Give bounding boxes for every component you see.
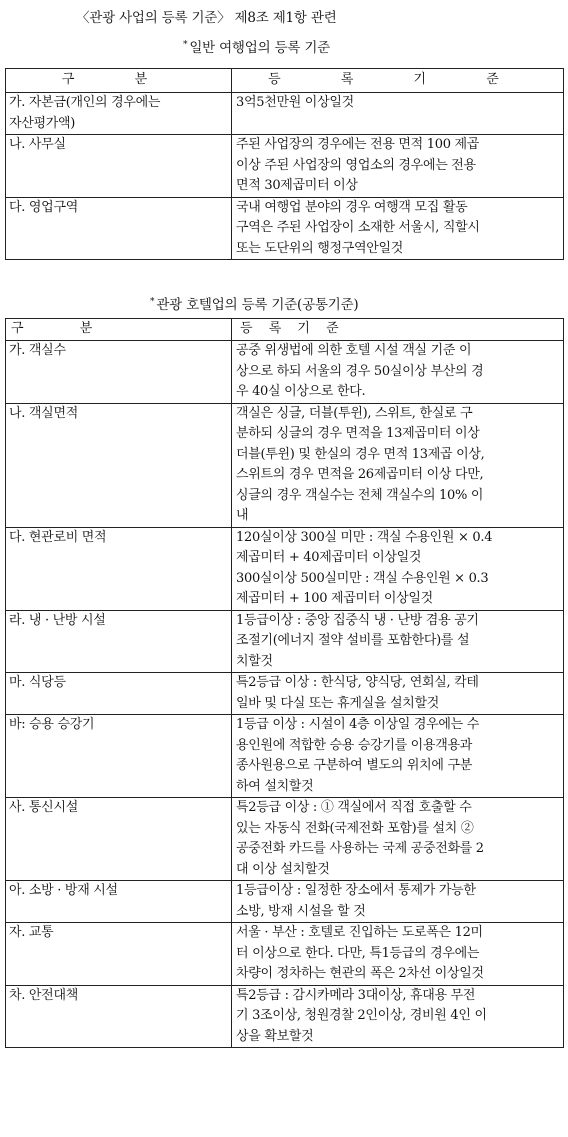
- table-row: [6, 341, 564, 404]
- row-criteria: 특2등급 이상 : ① 객실에서 직접 호출할 수 있는 자동식 전화(국제전화 포함)를 설치 ② 공중전화 카드를 사용하는 국제 공중전화를 2 대 이상 설치할것: [232, 798, 564, 881]
- row-criteria: 특2등급 이상 : 한식당, 양식당, 연회실, 칵테 일바 및 다실 또는 휴게실을 설치할것: [232, 673, 564, 715]
- row-category: 사. 통신시설: [6, 798, 232, 881]
- row-criteria: 주된 사업장의 경우에는 전용 면적 100 제곱 이상 주된 사업장의 영업소의 경우에는 전용 면적 30제곱미터 이상: [232, 135, 564, 198]
- header-category: 구 분: [6, 69, 232, 93]
- travel-agency-registration-table: [5, 68, 564, 260]
- header-criteria: 등 록 기 준: [232, 69, 564, 93]
- row-category: 아. 소방 · 방재 시설: [6, 881, 232, 923]
- table-header-row: [6, 69, 564, 93]
- table-body: [6, 93, 564, 260]
- row-criteria: 공중 위생법에 의한 호텔 시설 객실 기준 이 상으로 하되 서울의 경우 50실이상 부산의 경 우 40실 이상으로 한다.: [232, 341, 564, 404]
- header-criteria: 등 록 기 준: [232, 319, 564, 341]
- row-criteria: 120실이상 300실 미만 : 객실 수용인원 × 0.4 제곱미터 + 40제곱미터 이상일것 300실이상 500실미만 : 객실 수용인원 × 0.3 제곱미터 + 100 제곱미터 이상일것: [232, 527, 564, 610]
- row-category: 차. 안전대책: [6, 985, 232, 1048]
- row-criteria: 특2등급 : 감시카메라 3대이상, 휴대용 무전 기 3조이상, 청원경찰 2인이상, 경비원 4인 이 상을 확보할것: [232, 985, 564, 1048]
- row-criteria: 1등급이상 : 일정한 장소에서 통제가 가능한 소방, 방재 시설을 할 것: [232, 881, 564, 923]
- row-criteria: 1등급이상 : 중앙 집중식 냉 · 난방 겸용 공기 조절기(에너지 절약 설비를 포함한다)를 설 치할것: [232, 610, 564, 673]
- row-criteria: 1등급 이상 : 시설이 4층 이상일 경우에는 수 용인원에 적합한 승용 승강기를 이용객용과 종사원용으로 구분하여 별도의 위치에 구분 하여 설치할것: [232, 715, 564, 798]
- section1-bullet: *: [183, 39, 188, 50]
- row-category: 나. 객실면적: [6, 403, 232, 527]
- table-row: [6, 197, 564, 260]
- section2-bullet: *: [150, 296, 155, 307]
- row-criteria: 서울 · 부산 : 호텔로 진입하는 도로폭은 12미 터 이상으로 한다. 다만, 특1등급의 경우에는 차량이 정차하는 현관의 폭은 2차선 이상일것: [232, 923, 564, 986]
- section2-title: [150, 293, 359, 313]
- row-criteria: 국내 여행업 분야의 경우 여행객 모집 활동 구역은 주된 사업장이 소재한 서울시, 직할시 또는 도단위의 행정구역안일것: [232, 197, 564, 260]
- row-category: 마. 식당등: [6, 673, 232, 715]
- row-category: 라. 냉 · 난방 시설: [6, 610, 232, 673]
- table-body: [6, 341, 564, 1048]
- row-category: 바: 승용 승강기: [6, 715, 232, 798]
- table-row: [6, 881, 564, 923]
- table-row: [6, 923, 564, 986]
- header-category: 구 분: [6, 319, 232, 341]
- table-row: [6, 715, 564, 798]
- table-row: [6, 135, 564, 198]
- section1-title-text: 일반 여행업의 등록 기준: [189, 40, 330, 56]
- table-row: [6, 93, 564, 135]
- row-category: 자. 교통: [6, 923, 232, 986]
- table-header-row: [6, 319, 564, 341]
- page-title: 〈관광 사업의 등록 기준〉 제8조 제1항 관련: [76, 10, 337, 26]
- section1-title: [183, 36, 330, 56]
- table-row: [6, 527, 564, 610]
- row-criteria: 객실은 싱글, 더블(투윈), 스위트, 한실로 구 분하되 싱글의 경우 면적을 13제곱미터 이상 더블(투윈) 및 한실의 경우 면적 13제곱 이상, 스위트의 경우 면적을 26제곱미터 이상 다만, 싱글의 경우 객실수는 전체 객실수의 10% 이 내: [232, 403, 564, 527]
- row-category: 가. 자본금(개인의 경우에는 자산평가액): [6, 93, 232, 135]
- row-criteria: 3억5천만원 이상일것: [232, 93, 564, 135]
- row-category: 나. 사무실: [6, 135, 232, 198]
- table-row: [6, 673, 564, 715]
- row-category: 다. 현관로비 면적: [6, 527, 232, 610]
- section2-title-text: 관광 호텔업의 등록 기준(공통기준): [156, 297, 359, 313]
- tourist-hotel-registration-table: [5, 318, 564, 1048]
- table-row: [6, 403, 564, 527]
- table-row: [6, 610, 564, 673]
- row-category: 다. 영업구역: [6, 197, 232, 260]
- table-row: [6, 985, 564, 1048]
- row-category: 가. 객실수: [6, 341, 232, 404]
- table-row: [6, 798, 564, 881]
